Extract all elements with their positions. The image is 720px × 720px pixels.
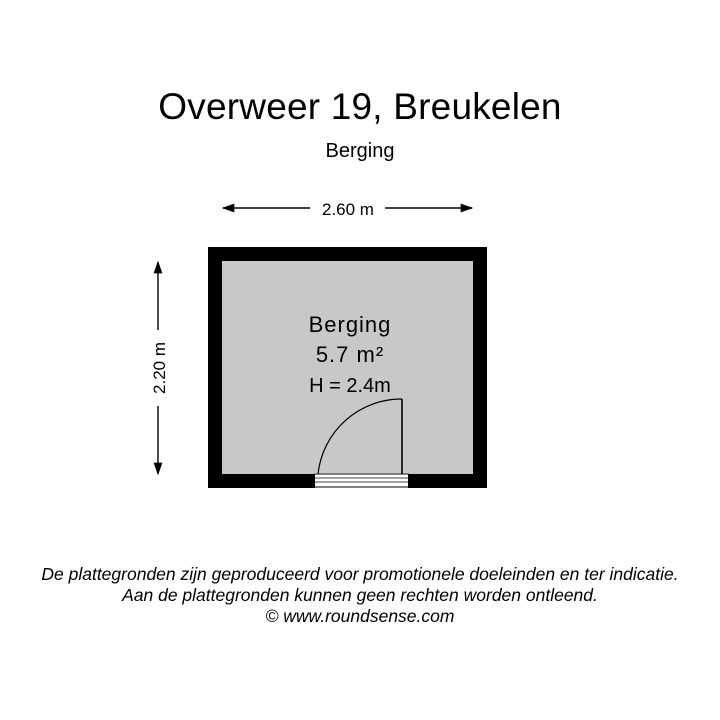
room-name: Berging: [308, 312, 392, 337]
height-label: 2.20 m: [150, 342, 169, 394]
width-label: 2.60 m: [322, 200, 374, 219]
plan-title: Overweer 19, Breukelen: [158, 86, 562, 127]
plan-subtitle: Berging: [325, 140, 395, 162]
copyright-line: © www.roundsense.com: [265, 606, 455, 626]
width-dimension: [223, 200, 472, 219]
height-dimension: [150, 262, 169, 474]
disclaimer-line-2: Aan de plattegronden kunnen geen rechten worden ontleend.: [122, 585, 598, 605]
disclaimer-line-1: De plattegronden zijn geproduceerd voor promotionele doeleinden en ter indicatie.: [41, 564, 679, 584]
disclaimer: [0, 564, 720, 627]
room-height: H = 2.4m: [309, 375, 391, 397]
room-area: 5.7 m²: [315, 342, 385, 367]
room-floor: [222, 261, 473, 474]
